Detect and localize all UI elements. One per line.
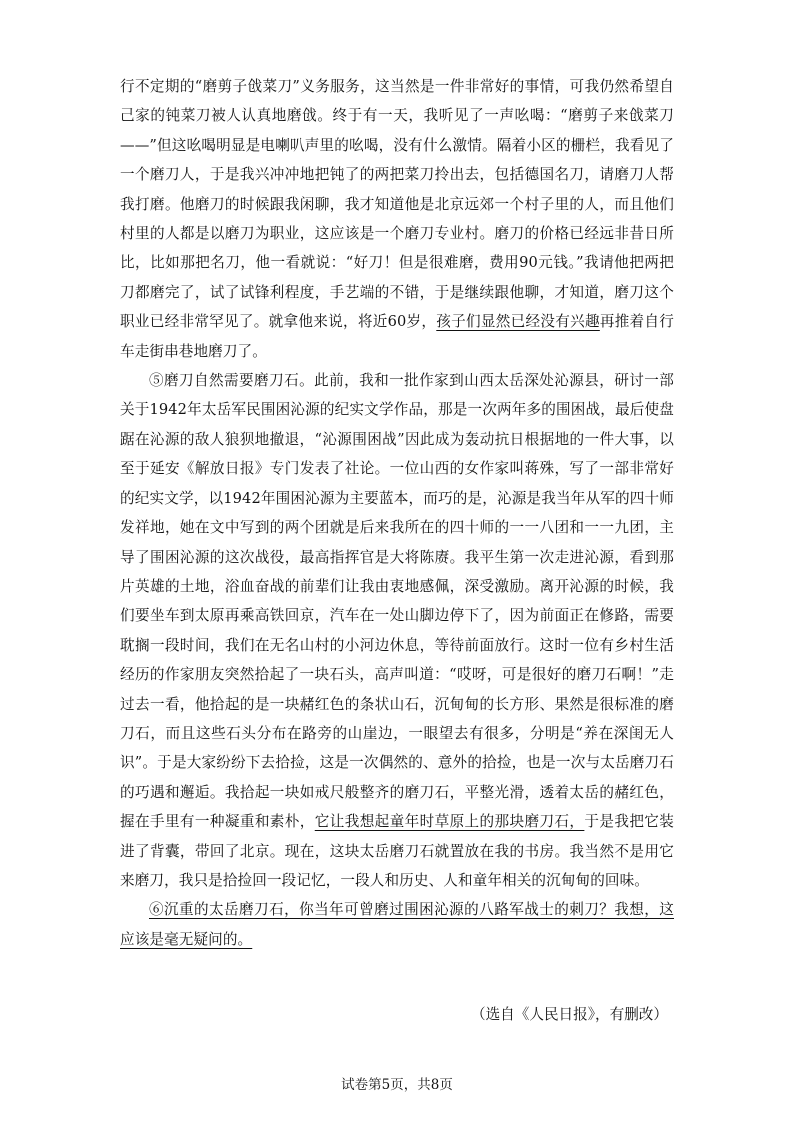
paragraph-5-underlined-text: 它让我想起童年时草原上的那块磨刀石， [314, 813, 585, 831]
paragraph-5 [120, 366, 674, 895]
paragraph-4-text-b: 再推着自行车走街串巷地磨刀了。 [120, 313, 674, 360]
paragraph-4-continued [120, 72, 674, 366]
article-body [120, 72, 674, 954]
paragraph-5-text-a: ⑤磨刀自然需要磨刀石。此前，我和一批作家到山西太岳深处沁源县，研讨一部关于1942年太岳军民围困沁源的纪实文学作品，那是一次两年多的围困战，最后使盘踞在沁源的敌人狼狈地撤退，“沁源围困战”因此成为轰动抗日根据地的一件大事，以至于延安《解放日报》专门发表了社论。一位山西的女作家叫蒋殊，写了一部非常好的纪实文学，以1942年围困沁源为主要蓝本，而巧的是，沁源是我当年从军的四十师发祥地，她在文中写到的两个团就是后来我所在的四十师的一一八团和一一九团，主导了围困沁源的这次战役，最高指挥官是大将陈赓。我平生第一次走进沁源，看到那片英雄的土地，浴血奋战的前辈们让我由衷地感佩，深受激励。离开沁源的时候，我们要坐车到太原再乘高铁回京，汽车在一处山脚边停下了，因为前面正在修路，需要耽搁一段时间，我们在无名山村的小河边休息，等待前面放行。这时一位有乡村生活经历的作家朋友突然拾起了一块石头，高声叫道：“哎呀，可是很好的磨刀石啊！”走过去一看，他拾起的是一块赭红色的条状山石，沉甸甸的长方形、果然是很标准的磨刀石，而且这些石头分布在路旁的山崖边，一眼望去有很多，分明是“养在深闺无人识”。于是大家纷纷下去拾捡，这是一次偶然的、意外的拾捡，也是一次与太岳磨刀石的巧遇和邂逅。我拾起一块如戒尺般整齐的磨刀石，平整光滑，透着太岳的赭红色，握在手里有一种凝重和素朴， [120, 372, 674, 831]
page-number: 试卷第5页，共8页 [341, 1077, 453, 1093]
paragraph-6-underlined-text: ⑥沉重的太岳磨刀石，你当年可曾磨过围困沁源的八路军战士的刺刀？我想，这应该是毫无疑问的。 [120, 901, 674, 948]
paragraph-5-text-b: 于是我把它装进了背囊，带回了北京。现在，这块太岳磨刀石就置放在我的书房。我当然不是用它来磨刀，我只是拾捡回一段记忆，一段人和历史、人和童年相关的沉甸甸的回味。 [120, 813, 674, 889]
paragraph-4-underlined-text: 孩子们显然已经没有兴趣 [436, 313, 600, 331]
article-source: （选自《人民日报》，有删改） [470, 1006, 668, 1023]
paragraph-4-text-a: 行不定期的“磨剪子戗菜刀”义务服务，这当然是一件非常好的事情，可我仍然希望自己家的钝菜刀被人认真地磨戗。终于有一天，我听见了一声吆喝：“磨剪子来戗菜刀——”但这吆喝明显是电喇叭声里的吆喝，没有什么激情。隔着小区的栅栏，我看见了一个磨刀人，于是我兴冲冲地把钝了的两把菜刀拎出去，包括德国名刀，请磨刀人帮我打磨。他磨刀的时候跟我闲聊，我才知道他是北京远郊一个村子里的人，而且他们村里的人都是以磨刀为职业，这应该是一个磨刀专业村。磨刀的价格已经远非昔日所比，比如那把名刀，他一看就说：“好刀！但是很难磨，费用90元钱。”我请他把两把刀都磨完了，试了试锋利程度，手艺端的不错，于是继续跟他聊，才知道，磨刀这个职业已经非常罕见了。就拿他来说，将近60岁， [120, 78, 674, 331]
paragraph-6 [120, 895, 674, 954]
